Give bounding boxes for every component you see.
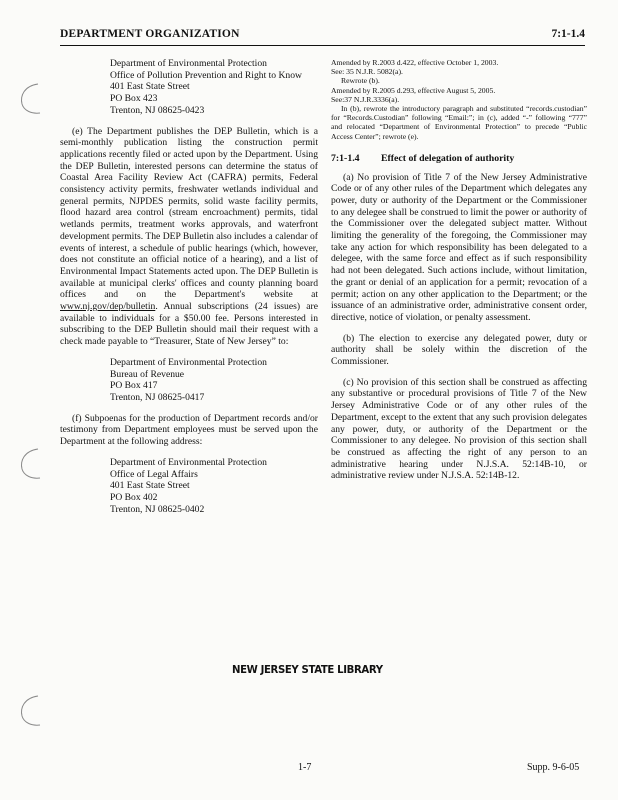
address-line: 401 East State Street (110, 81, 190, 93)
address-line: Department of Environmental Protection (110, 58, 267, 69)
right-column (331, 58, 587, 482)
address-line: Office of Pollution Prevention and Right to Know (110, 69, 302, 81)
address-line: Trenton, NJ 08625-0417 (110, 391, 205, 403)
binder-hole-mark (14, 80, 46, 118)
paragraph-f: (f) Subpoenas for the production of Department records and/or testimony from Department employees must be served upon the Department at the following address: (60, 412, 318, 448)
address-line: PO Box 402 (110, 491, 158, 503)
history-note: See:37 N.J.R.3336(a). (331, 94, 400, 104)
paragraph-c: (c) No provision of this section shall be construed as affecting any substantive or procedural provisions of Title 7 of the New Jersey Administrative Code or of any other rules of the Department, except to the extent that any such provision delegates any power, duty, or authority of the Department or the Commissioner to any delegee. No provision of this section shall be construed as affecting the right of any person to an administrative hearing under N.J.S.A. 52:14B-10, or administrative review under N.J.S.A. 52:14B-12. (331, 376, 587, 482)
supplement-date: Supp. 9-6-05 (527, 762, 580, 773)
left-column (60, 58, 318, 515)
header-rule (60, 45, 585, 46)
address-pollution-prevention (60, 58, 318, 117)
address-line: Bureau of Revenue (110, 368, 185, 380)
binder-hole-mark (14, 692, 46, 730)
address-line: Trenton, NJ 08625-0423 (110, 104, 205, 116)
page-number: 1-7 (298, 762, 312, 773)
address-line: Office of Legal Affairs (110, 468, 198, 480)
address-line: Department of Environmental Protection (110, 356, 267, 368)
address-line: PO Box 423 (110, 93, 158, 105)
section-heading (331, 153, 587, 165)
history-note: Amended by R.2005 d.293, effective August 5, 2005. (331, 85, 496, 95)
header-section-ref: 7:1-1.4 (551, 28, 585, 40)
page-header (60, 28, 585, 42)
section-title: Effect of delegation of authority (381, 152, 515, 164)
paragraph-a: (a) No provision of Title 7 of the New Jersey Administrative Code or of any other rules of the Department which delegates any power, duty or authority of the Department or the Commissioner to any delegee shall be construed to limit the power or authority of the Commissioner over the delegated subject matter. Without limiting the generality of the foregoing, the Commissioner may take any action for which responsibility has been delegated to a delegee, with the same force and effect as if such responsibility had not been delegated. Such actions include, without limitation, the grant or denial of an application for a permit; revocation of a permit; action on any other application to the Department; or the issuance of an administrative order, administrative consent order, directive, notice of violation, or penalty assessment. (331, 171, 587, 323)
binder-hole-mark (14, 445, 46, 483)
history-note: Amended by R.2003 d.422, effective October 1, 2003. (331, 58, 499, 67)
history-note: See: 35 N.J.R. 5082(a). (331, 67, 403, 77)
address-line: 401 East State Street (110, 480, 190, 492)
address-legal-affairs (60, 457, 318, 516)
section-number: 7:1-1.4 (331, 152, 360, 164)
history-note: Rewrote (b). (341, 76, 380, 86)
address-bureau-of-revenue (60, 357, 318, 404)
library-stamp: NEW JERSEY STATE LIBRARY (232, 663, 383, 676)
history-note-paragraph: In (b), rewrote the introductory paragraph and substituted “records.custodian” for “Records.Custodian” following “Email:”; in (c), added “-” following “777” and relocated “Department of Environmental Protection” to precede “Public Access Center”; rewrote (e). (331, 104, 587, 141)
paragraph-b: (b) The election to exercise any delegated power, duty or authority shall be solely within the discretion of the Commissioner. (331, 332, 587, 368)
history-notes (331, 58, 587, 141)
bulletin-link[interactable]: www.nj.gov/dep/bulletin (60, 301, 156, 313)
address-line: Trenton, NJ 08625-0402 (110, 503, 205, 515)
paragraph-e: (e) The Department publishes the DEP Bulletin, which is a semi-monthly publication listing the construction permit applications recently filed or acted upon by the Department. Using the DEP Bulletin, interested persons can determine the status of Coastal Area Facility Review Act (CAFRA) permits, Federal consistency activity permits, freshwater wetlands individual and general permits, NJPDES permits, solid waste facility permits, flood hazard area control (stream encroachment) permits, tidal wetlands permits, treatment works approvals, and waterfront development permits. The DEP Bulletin also includes a calendar of events of interest, a schedule of public hearings (which, however, does not constitute an official notice of a hearing), and a list of Environmental Impact Statements acted upon. The DEP Bulletin is available at municipal clerks' offices and county planning board offices and on the Department's website at www.nj.gov/dep/bulletin. Annual subscriptions (24 issues) are available to individuals for a $50.00 fee. Persons interested in subscribing to the DEP Bulletin should mail their request with a check made payable to “Treasurer, State of New Jersey” to: (60, 125, 318, 348)
address-line: PO Box 417 (110, 380, 158, 392)
header-title: DEPARTMENT ORGANIZATION (60, 28, 240, 40)
address-line: Department of Environmental Protection (110, 456, 267, 468)
